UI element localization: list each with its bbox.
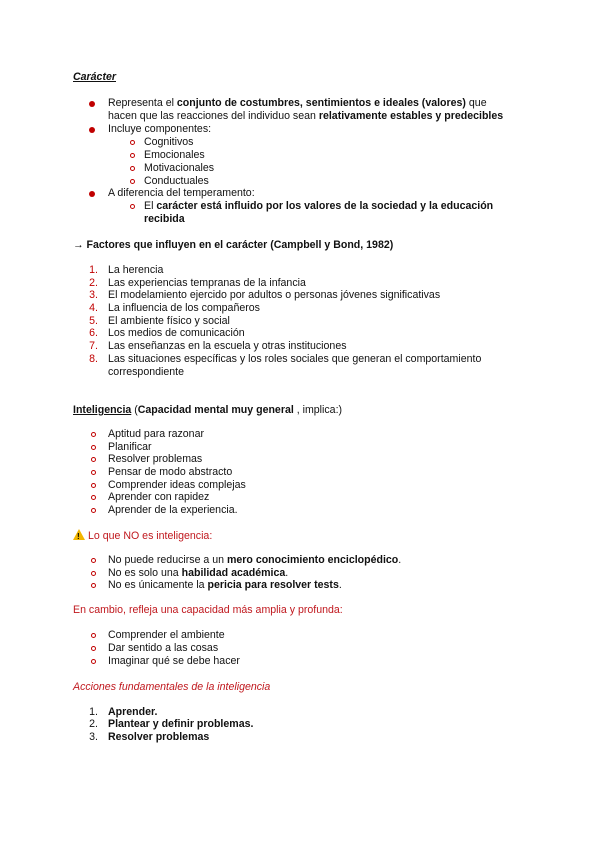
text: Pensar de modo abstracto [108,466,233,478]
list-number: 4. [89,302,98,314]
circle-bullet-icon [91,558,96,563]
text-bold: habilidad académica [181,567,286,579]
text-bold: pericia para resolver tests [207,579,339,591]
list-number: 1. [89,264,98,276]
circle-bullet-icon [91,445,96,450]
list-number: 2. [89,277,98,289]
text-bold: Plantear y definir problemas. [108,718,254,730]
text: Aprender de la experiencia. [108,504,238,516]
text: Comprender el ambiente [108,629,225,641]
circle-bullet-icon [91,646,96,651]
list-number: 6. [89,327,98,339]
warning-icon [73,529,85,540]
circle-bullet-icon [91,432,96,437]
list-item [0,504,600,517]
text: La herencia [108,264,164,276]
circle-bullet-icon [91,508,96,513]
list-item-continuation [0,110,600,123]
text-bold: recibida [144,213,185,225]
text: hacen que las reacciones del individuo sean [108,110,319,122]
text: . [285,567,289,579]
text: Emocionales [144,149,205,161]
text: . [398,554,402,566]
list-item [0,162,600,175]
list-item [0,200,600,213]
text-bold: Inteligencia [73,404,132,416]
list-item [0,491,600,504]
text: Aptitud para razonar [108,428,204,440]
list-item [0,353,600,366]
section-heading-inteligencia [0,404,600,417]
text: Las situaciones específicas y los roles sociales que generan el comportamiento [108,353,482,365]
circle-bullet-icon [130,179,135,184]
list-number: 5. [89,315,98,327]
list-item [0,97,600,110]
text: A diferencia del temperamento: [108,187,255,199]
bullet-icon [89,127,95,133]
circle-bullet-icon [91,470,96,475]
circle-bullet-icon [130,204,135,209]
text: Comprender ideas complejas [108,479,246,491]
circle-bullet-icon [130,166,135,171]
list-item [0,302,600,315]
text-bold: Aprender. [108,706,158,718]
list-item [0,327,600,340]
list-item [0,149,600,162]
text: No es únicamente la [108,579,208,591]
text-bold: carácter está influido por los valores de la sociedad y la educación [156,200,494,212]
list-item [0,554,600,567]
list-item [0,718,600,731]
circle-bullet-icon [91,659,96,664]
text: No puede reducirse a un [108,554,227,566]
text: No es solo una [108,567,182,579]
text: Resolver problemas [108,453,203,465]
circle-bullet-icon [130,153,135,158]
list-number: 3. [89,731,98,743]
section-heading-en-cambio [0,604,600,617]
text: , implica:) [293,404,343,416]
list-item [0,642,600,655]
text: Planificar [108,441,152,453]
text: Incluye componentes: [108,123,212,135]
list-item [0,187,600,200]
section-heading-no-es [0,529,600,542]
list-item [0,579,600,592]
text: correspondiente [108,366,184,378]
text-bold: → Factores que influyen en el carácter (Campbell y Bond, 1982) [73,239,394,251]
text: Cognitivos [144,136,194,148]
text: En cambio, refleja una capacidad más amplia y profunda: [73,604,343,616]
list-item [0,731,600,744]
list-item [0,136,600,149]
text: Motivacionales [144,162,215,174]
text: Aprender con rapidez [108,491,210,503]
section-heading-acciones [0,681,600,694]
text: La influencia de los compañeros [108,302,260,314]
text: Imaginar qué se debe hacer [108,655,240,667]
text: Conductuales [144,175,209,187]
text: ( [131,404,138,416]
list-item [0,340,600,353]
list-number: 2. [89,718,98,730]
list-number: 8. [89,353,98,365]
list-item-continuation [0,213,600,226]
text-bold: Capacidad mental muy general [137,404,294,416]
text: Los medios de comunicación [108,327,245,339]
list-number: 3. [89,289,98,301]
list-item [0,655,600,668]
text-bold: relativamente estables y predecibles [318,110,504,122]
list-item [0,466,600,479]
text: Representa el [108,97,177,109]
circle-bullet-icon [91,571,96,576]
list-item [0,453,600,466]
text-bold: mero conocimiento enciclopédico [226,554,399,566]
text: Las experiencias tempranas de la infancia [108,277,306,289]
text: Dar sentido a las cosas [108,642,219,654]
list-item [0,629,600,642]
text: El [144,200,157,212]
text: El modelamiento ejercido por adultos o personas jóvenes significativas [108,289,441,301]
section-title-caracter: Carácter [73,71,116,83]
circle-bullet-icon [91,495,96,500]
list-item [0,428,600,441]
list-item [0,289,600,302]
list-item [0,264,600,277]
list-number: 7. [89,340,98,352]
bullet-icon [89,191,95,197]
text: Acciones fundamentales de la inteligencia [73,681,271,693]
text: Las enseñanzas en la escuela y otras instituciones [108,340,347,352]
text-bold: Resolver problemas [108,731,210,743]
text: . [338,579,342,591]
circle-bullet-icon [91,483,96,488]
section-heading-factores [0,239,600,252]
circle-bullet-icon [91,457,96,462]
list-item-continuation [0,366,600,379]
circle-bullet-icon [91,633,96,638]
list-item [0,123,600,136]
text: Lo que NO es inteligencia: [88,530,213,542]
text-bold: conjunto de costumbres, sentimientos e ideales (valores) [176,97,466,109]
text: El ambiente físico y social [108,315,230,327]
text: que [465,97,487,109]
list-number: 1. [89,706,98,718]
circle-bullet-icon [130,140,135,145]
bullet-icon [89,101,95,107]
circle-bullet-icon [91,583,96,588]
